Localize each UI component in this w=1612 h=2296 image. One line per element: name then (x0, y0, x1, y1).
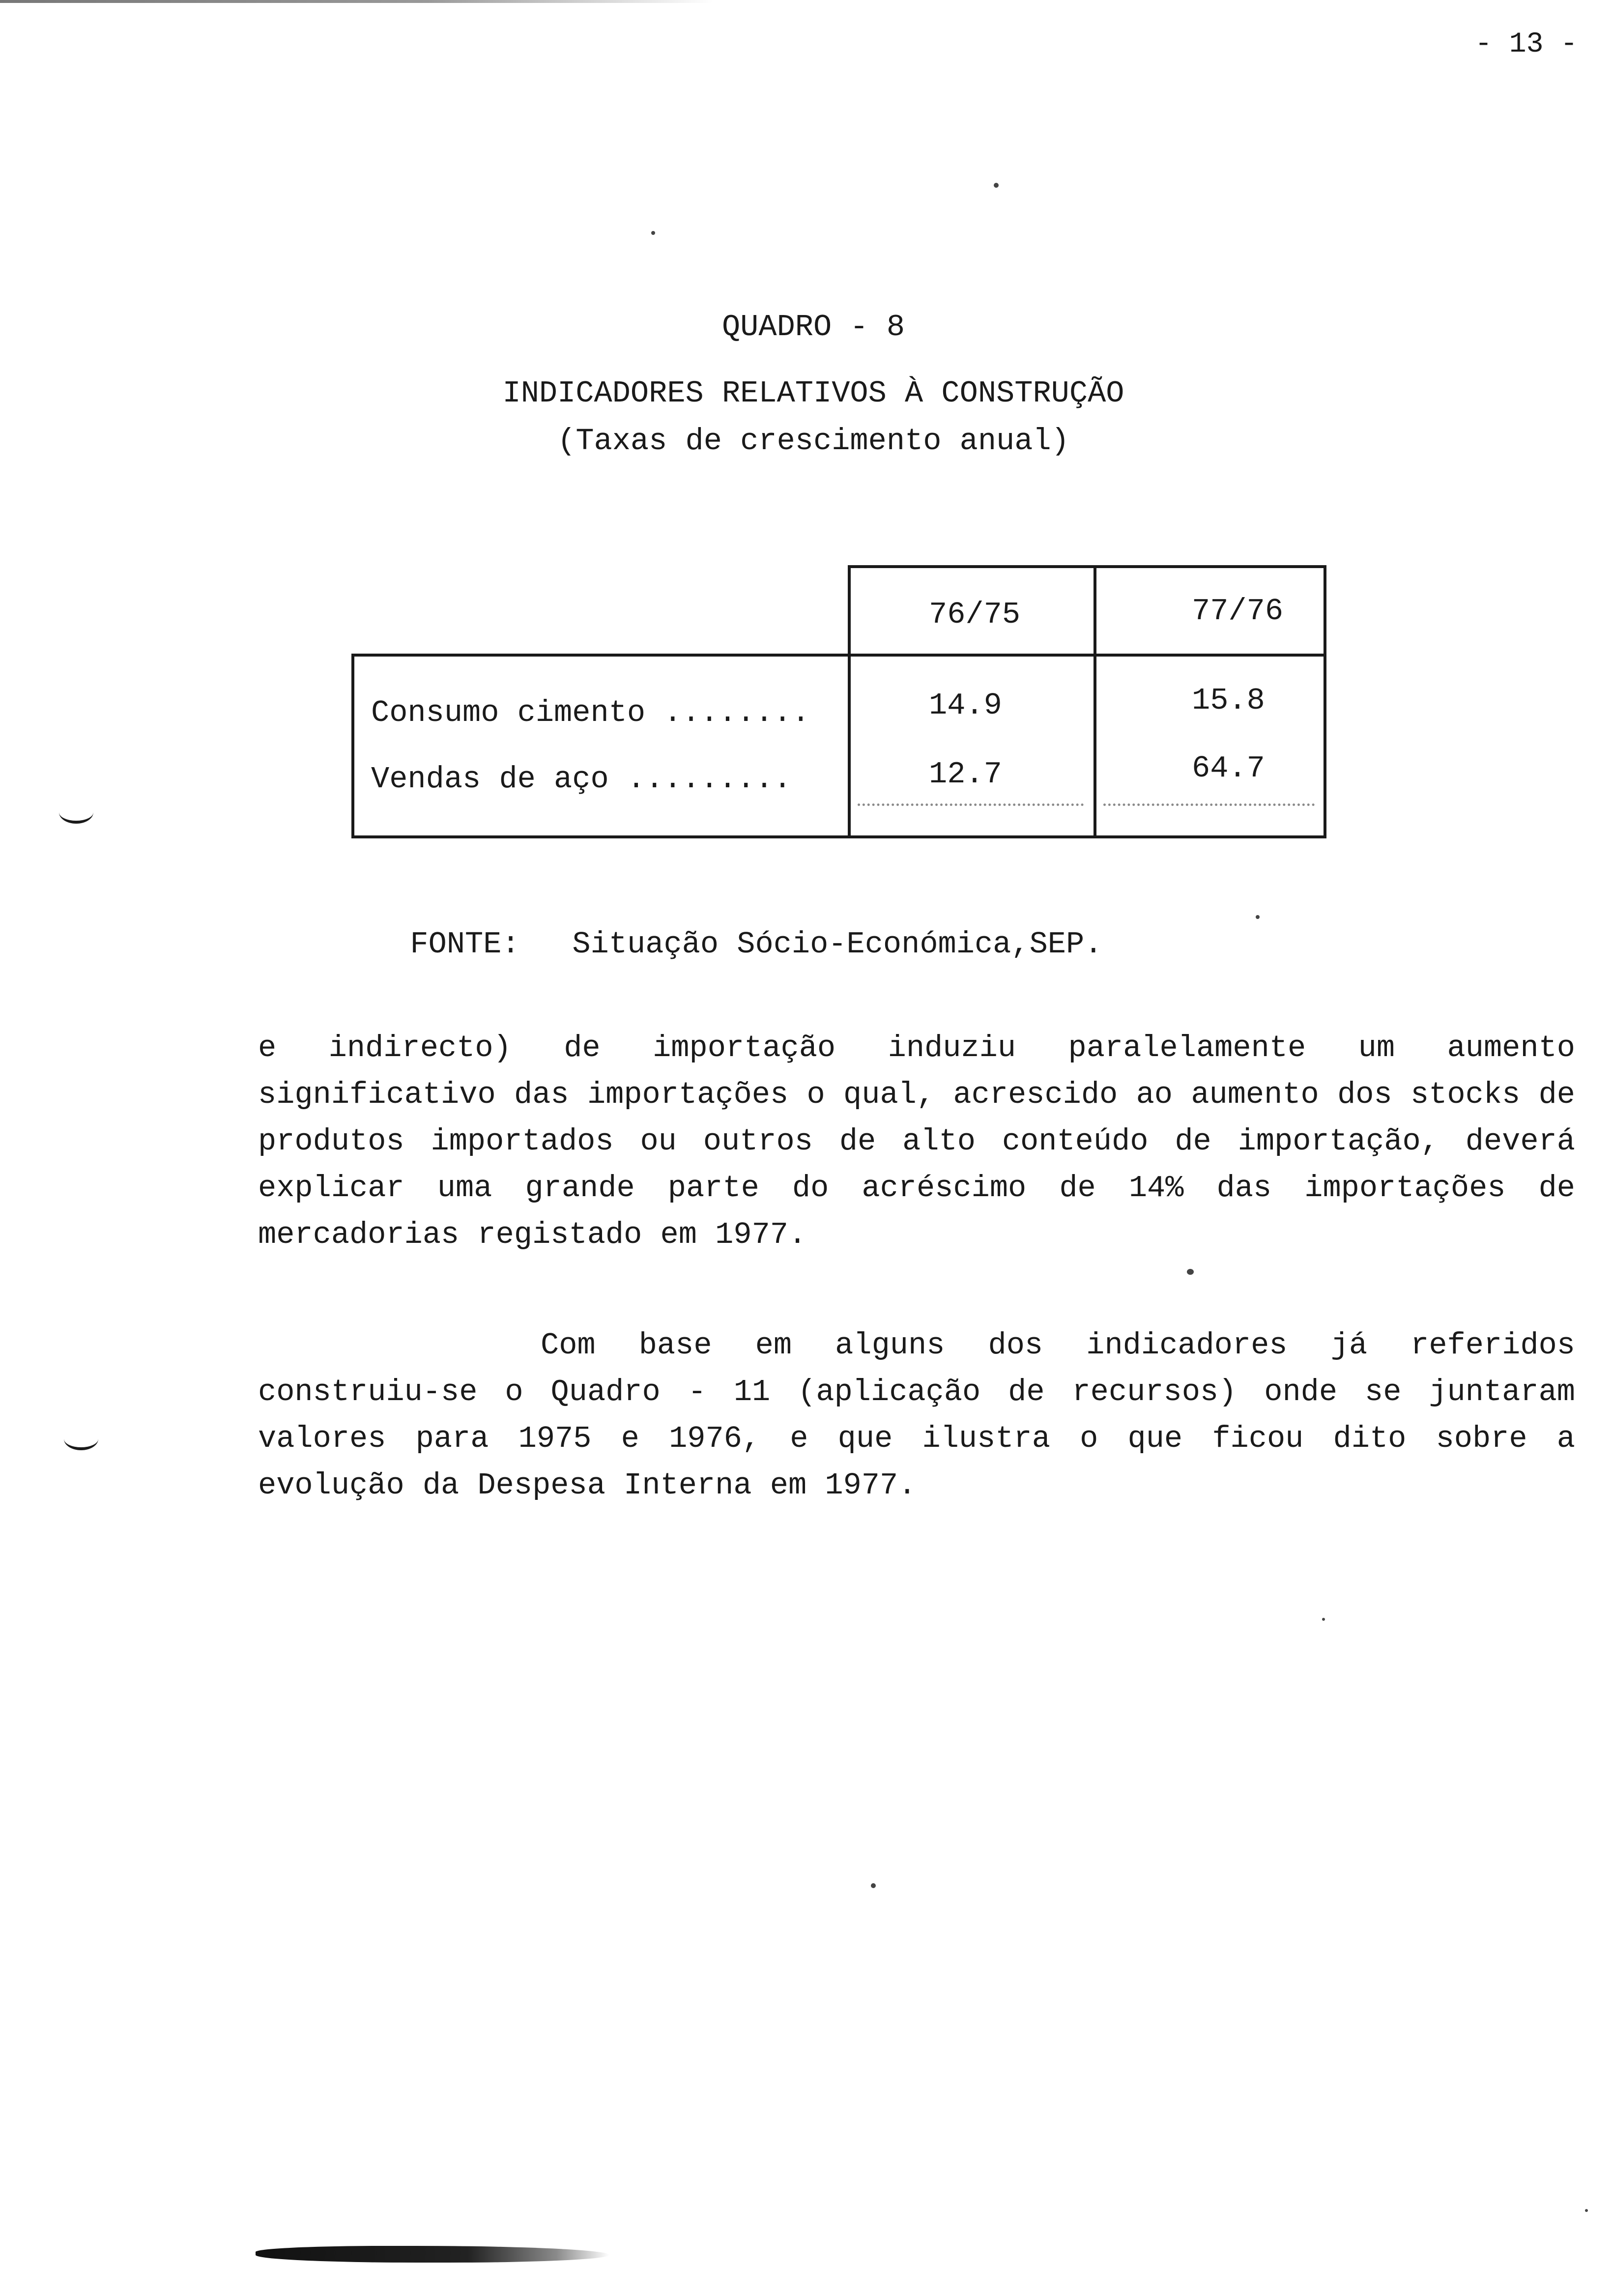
margin-mark (59, 801, 93, 824)
column-header-76-75: 76/75 (929, 597, 1021, 632)
scan-speck (871, 1883, 876, 1888)
dotted-rule (858, 804, 1084, 806)
scan-speck (1585, 2209, 1588, 2212)
table-divider-columns (1094, 565, 1096, 838)
dotted-rule (1103, 804, 1315, 806)
body-paragraph (258, 1322, 1575, 1509)
page-number: - 13 - (1475, 29, 1578, 60)
table-title: QUADRO - 8 (721, 310, 905, 344)
table-header-rule (351, 654, 1326, 657)
source-note (374, 892, 1102, 962)
table-border-bottom (351, 835, 1326, 838)
table-subtitle-units: (Taxas de crescimento anual) (557, 424, 1069, 459)
source-label: FONTE: (410, 927, 520, 962)
scan-smear (256, 2246, 609, 2263)
paragraph-text: e indirecto) de importação induziu paralelamente um aumento significativo das importações o qual, acrescido ao aumento dos stocks de produtos importados ou outros de alto conteúdo de importação, deverá explicar uma grande parte do acréscimo de 14% das importações de mercadorias registado em 1977. (258, 1031, 1575, 1252)
indicators-table (351, 565, 1334, 845)
table-border-left (351, 654, 354, 838)
cell-vendas-76-75: 12.7 (929, 757, 1002, 792)
scan-speck (1322, 1618, 1325, 1621)
table-border-top (848, 565, 1324, 568)
table-border-right (1324, 565, 1326, 838)
scan-speck (994, 183, 999, 188)
table-subtitle: INDICADORES RELATIVOS À CONSTRUÇÃO (502, 376, 1124, 411)
cell-vendas-77-76: 64.7 (1192, 751, 1265, 786)
scan-top-rule (0, 0, 713, 3)
scan-speck (651, 231, 655, 235)
cell-consumo-77-76: 15.8 (1192, 683, 1265, 718)
paragraph-text: Com base em alguns dos indicadores já referidos construiu-se o Quadro - 11 (aplicação de recursos) onde se juntaram valores para 1975 e 1976, e que ilustra o que ficou dito sobre a evolução da Despesa Interna em 1977. (258, 1328, 1575, 1503)
row-label-vendas-aco: Vendas de aço ......... (371, 762, 792, 797)
cell-consumo-76-75: 14.9 (929, 688, 1002, 723)
scan-speck (1256, 915, 1260, 919)
column-header-77-76: 77/76 (1192, 594, 1284, 629)
body-paragraph (258, 1025, 1575, 1258)
margin-mark (64, 1428, 98, 1450)
table-divider-label (848, 565, 851, 838)
scan-speck (1187, 1269, 1194, 1275)
source-text: Situação Sócio-Económica,SEP. (572, 927, 1103, 962)
row-label-consumo-cimento: Consumo cimento ........ (371, 695, 810, 730)
